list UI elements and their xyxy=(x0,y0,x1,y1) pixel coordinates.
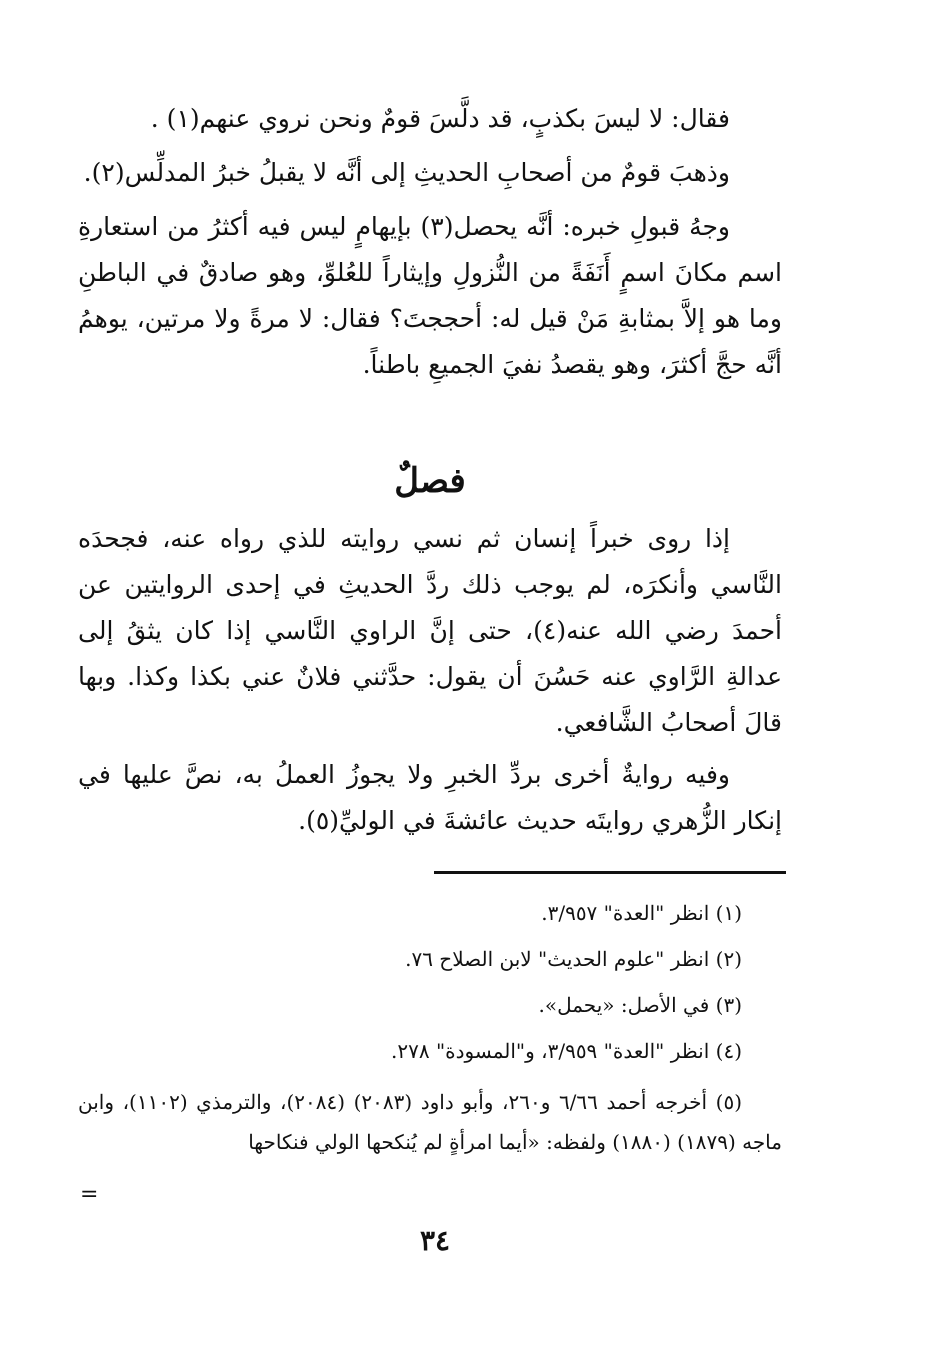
section-paragraph-1: إذا روى خبراً إنسان ثم نسي روايته للذي رواه عنه، فجحدَه النَّاسي وأنكرَه، لم يوجب ذلك ردَّ الحديثِ في إحدى الروايتين عن أحمدَ رضي الله عنه(٤)، حتى إنَّ الراوي النَّاسي إذا كان يثقُ إلى عدالةِ الرَّاوي عنه حَسُنَ أن يقول: حدَّثني فلانٌ عني بكذا وكذا. وبها قالَ أصحابُ الشَّافعي. xyxy=(78,524,782,737)
paragraph-1: فقال: لا ليسَ بكذبٍ، قد دلَّسَ قومٌ ونحن نروي عنهم(١) . xyxy=(150,104,730,133)
footnote-divider xyxy=(434,871,786,874)
footnote-4: (٤) انظر "العدة" ٣/٩٥٩، و"المسودة" ٢٧٨. xyxy=(391,1039,742,1063)
footnote-2: (٢) انظر "علوم الحديث" لابن الصلاح ٧٦. xyxy=(405,947,742,971)
continuation-mark: = xyxy=(80,1182,99,1207)
page-number: ٣٤ xyxy=(419,1224,451,1257)
section-paragraph-2: وفيه روايةٌ أخرى بردِّ الخبرِ ولا يجوزُ العملُ به، نصَّ عليها في إنكار الزُّهري روايتَه حديث عائشةَ في الوليِّ(٥). xyxy=(78,760,782,835)
footnote-5: (٥) أخرجه أحمد ٦/٦٦ و٢٦٠، وأبو داود (٢٠٨٣) (٢٠٨٤)، والترمذي (١١٠٢)، وابن ماجه (١٨٧٩) (١٨٨٠) ولفظه: «أيما امرأةٍ لم يُنكحها الولي فنكاحها xyxy=(78,1090,782,1154)
section-heading: فصلٌ xyxy=(394,461,466,501)
section-text-block xyxy=(78,516,782,850)
paragraph-3: وجهُ قبولِ خبره: أنَّه يحصل(٣) بإيهامٍ ليس فيه أكثرُ من استعارةِ اسم مكانَ اسمٍ أَنَفَةً من النُّزولِ وإيثاراً للعُلوِّ، وهو صادقٌ في الباطنِ وما هو إلاَّ بمثابةِ مَنْ قيل له: أحججتَ؟ فقال: لا مرةً ولا مرتين، يوهمُ أنَّه حجَّ أكثرَ، وهو يقصدُ نفيَ الجميعِ باطناً. xyxy=(78,212,782,379)
main-text-block xyxy=(78,96,782,396)
paragraph-2: وذهبَ قومٌ من أصحابِ الحديثِ إلى أنَّه لا يقبلُ خبرُ المدلِّس(٢). xyxy=(83,158,730,187)
footnote-3: (٣) في الأصل: «يحمل». xyxy=(538,993,742,1017)
footnote-1: (١) انظر "العدة" ٣/٩٥٧. xyxy=(541,901,742,925)
footnotes-block xyxy=(78,890,782,1162)
